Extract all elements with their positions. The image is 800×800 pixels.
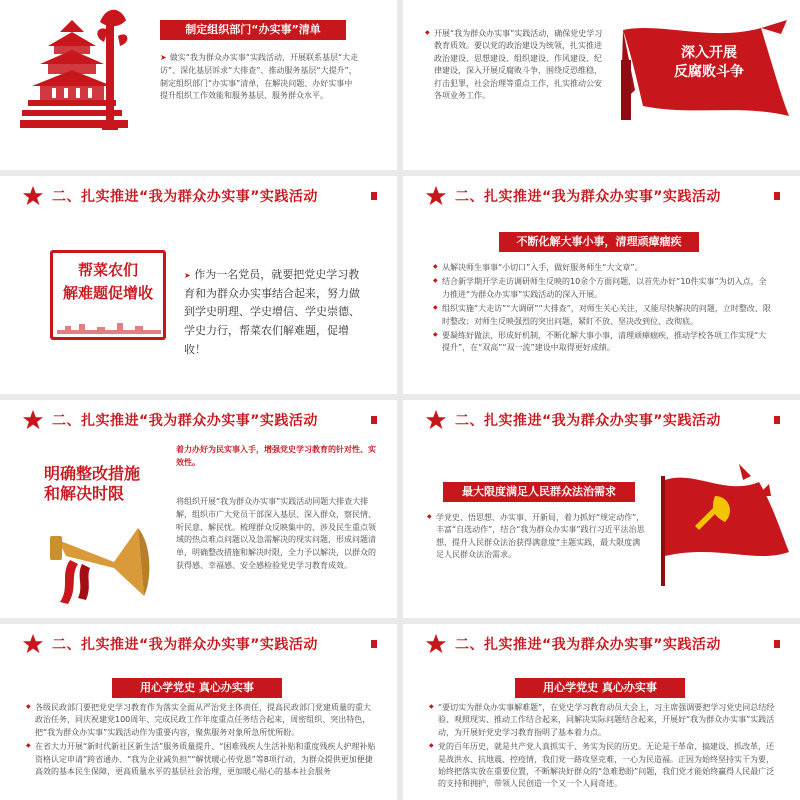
section-header — [0, 176, 397, 216]
farmers-text: 作为一名党员，就要把党史学习教育和为群众办实事结合起来，努力做到学史明理、学史增信、学史崇德、学史力行，帮菜农们解难题，促增收！ — [184, 268, 360, 356]
rectification-heading: 明确整改措施 和解决时限 — [44, 464, 141, 503]
slide-rectification — [0, 400, 397, 618]
checklist-text: 做实“我为群众办实事”实践活动，开展联系基层“大走访”、深化基层诉求“大排查”、推动服务基层“大提升”，制定组织部门“办实事”清单，在解决问题、办好实事中提升组织工作效能和服务基层、服务群众水平。 — [160, 53, 359, 101]
header-accent — [774, 416, 780, 424]
temple-of-heaven-illustration — [20, 2, 140, 132]
list-item: ◆ 要凝练好做法，形成好机制，不断化解大事小事，清理顽瘴痼疾，推动学校各项工作实现“大提升”，在“双高”“双一流”建设中取得更好成绩。 — [433, 330, 773, 355]
section-title: 二、扎实推进“我为群众办实事”实践活动 — [52, 413, 318, 429]
list-item: ◆ 开展“我为群众办实事”实践活动，确保党史学习教育质效。要以党的政治建设为统领，扎实推进政治建设、思想建设、组织建设、作风建设、纪律建设，深入开展反腐败斗争，围绕反恐维稳，打击犯罪，社会治理等重点工作，扎实推动公安各项业务工作。 — [425, 28, 605, 102]
star-icon — [425, 409, 447, 431]
resolve-list — [433, 262, 773, 357]
list-item: ◆ “要切实为群众办实事解难题”，在党史学习教育动员大会上，习主席强调要把学习党史同总结经验、观照现实、推动工作结合起来，同解决实际问题结合起来，开展好“我为群众办实事”实践活动，为开展好党史学习教育指明了基本着力点。 — [429, 702, 779, 739]
civil-affairs-list — [26, 702, 376, 780]
section-title: 二、扎实推进“我为群众办实事”实践活动 — [52, 637, 318, 653]
star-icon — [425, 633, 447, 655]
flag-slogan: 深入开展 反腐败斗争 — [674, 45, 744, 80]
civil-affairs-banner: 用心学党史 真心办实事 — [112, 678, 282, 698]
section-header — [403, 176, 800, 216]
section-header — [0, 400, 397, 440]
header-accent — [371, 416, 377, 424]
rectification-text: 将组织开展“我为群众办实事”实践活动同题大排查大排解，组织市广大党员干部深入基层、深入群众，察民情、听民意、解民忧。梳理群众反映集中的、涉及民生重点领域的热点难点问题以及急需解决的现实问题，形成问题清单，明确整改措施和解决时限，全力予以解决，以群众的获得感、幸福感、安全感检验党史学习教育成效。 — [176, 497, 376, 570]
arrow-bullet-icon: ➤ — [160, 53, 167, 62]
rule-of-law-list — [427, 512, 647, 564]
star-icon — [425, 185, 447, 207]
slide-civil-affairs — [0, 624, 397, 800]
star-icon — [22, 633, 44, 655]
list-item: ◆ 组织实施“大走访”“大调研”“大排查”，对师生关心关注，又能尽快解决的问题，立时整改、限时整改；对师生反映强烈的突出问题，紧盯不放、坚决改到位、改彻底。 — [433, 303, 773, 328]
list-item: ◆ 各级民政部门要把党史学习教育作为落实全面从严治党主体责任，提高民政部门党建质量的重大政治任务，同庆祝建党100周年、完成民政工作年度重点任务结合起来，周密组织、突出特色，把“我为群众办实事”实践活动作为重要内容，聚焦服务对象所急所忧所盼。 — [26, 702, 376, 739]
header-accent — [371, 192, 377, 200]
section-title: 二、扎实推进“我为群众办实事”实践活动 — [455, 413, 721, 429]
farmers-paragraph — [184, 266, 368, 359]
star-icon — [22, 185, 44, 207]
farmers-stamp — [50, 250, 166, 340]
section-title: 二、扎实推进“我为群众办实事”实践活动 — [455, 189, 721, 205]
list-item: ◆ 从解决师生事事“小切口”入手，做好服务师生“大文章”。 — [433, 262, 773, 274]
star-icon — [22, 409, 44, 431]
arrow-bullet-icon: ➤ — [184, 271, 191, 280]
anti-corruption-list — [425, 28, 605, 104]
section-title: 二、扎实推进“我为群众办实事”实践活动 — [455, 637, 721, 653]
checklist-banner: 制定组织部门“办实事”清单 — [160, 20, 346, 40]
section-header — [403, 400, 800, 440]
resolve-banner: 不断化解大事小事，清理顽瘴痼疾 — [499, 232, 699, 252]
slide-rule-of-law — [403, 400, 800, 618]
skyline-decoration — [57, 320, 161, 334]
section-header — [0, 624, 397, 664]
party-flag-illustration — [655, 456, 795, 586]
list-item: ◆ 党的百年历史，就是共产党人真抓实干、务实为民的历史。无论是干革命、搞建设、抓改革，还是战洪水、抗地震、控疫情，我们党一路攻坚克难，一心为民造福。正因为始终坚持实干为要，始终把落实放在重要位置，不断解决好群众的“急难愁盼”问题，我们党才能始终赢得人民最广泛的支持和拥护，带领人民创造一个又一个人间奇迹。 — [429, 741, 779, 791]
section-title: 二、扎实推进“我为群众办实事”实践活动 — [52, 189, 318, 205]
list-item: ◆ 学党史、悟思想、办实事、开新局，着力抓好“规定动作”，丰富“自选动作”，结合“我为群众办实事”践行习近平法治思想，提升人民群众法治获得满意度“主题实践，最大限度满足人民群众法治需求。 — [427, 512, 647, 562]
party-history-list — [429, 702, 779, 793]
slide-farmers — [0, 176, 397, 394]
slide-resolve-issues — [403, 176, 800, 394]
slide-anti-corruption — [403, 0, 800, 170]
header-accent — [774, 192, 780, 200]
slide-party-history — [403, 624, 800, 800]
checklist-paragraph — [160, 52, 360, 103]
rectification-lead: 着力办好为民实事入手，增强党史学习教育的针对性、实效性。 — [176, 445, 376, 467]
trumpet-icon — [40, 516, 160, 606]
list-item: ◆ 结合新学期开学走访调研师生反映的10余个方面问题，以首先办好“10件实事”为切入点，全力推进“为群众办实事”实践活动的深入开展。 — [433, 276, 773, 301]
party-history-banner: 用心学党史 真心办实事 — [515, 678, 685, 698]
header-accent — [371, 640, 377, 648]
stamp-text: 帮菜农们 解难题促增收 — [62, 261, 153, 303]
header-accent — [774, 640, 780, 648]
rule-of-law-banner: 最大限度满足人民群众法治需求 — [443, 482, 635, 502]
list-item: ◆ 在省大力开展“新时代新社区新生活”服务质量提升、“困难残疾人生活补贴和重度残疾人护理补贴资格认定申请”跨省通办、“我为企业减负担”“解忧暖心传党恩”等8项行动，为群众提供更加便捷高效的基本民生保障，更高质量水平的基层社会治理，更加暖心贴心的基本社会服务 — [26, 741, 376, 778]
section-header — [403, 624, 800, 664]
slide-org-checklist — [0, 0, 397, 170]
